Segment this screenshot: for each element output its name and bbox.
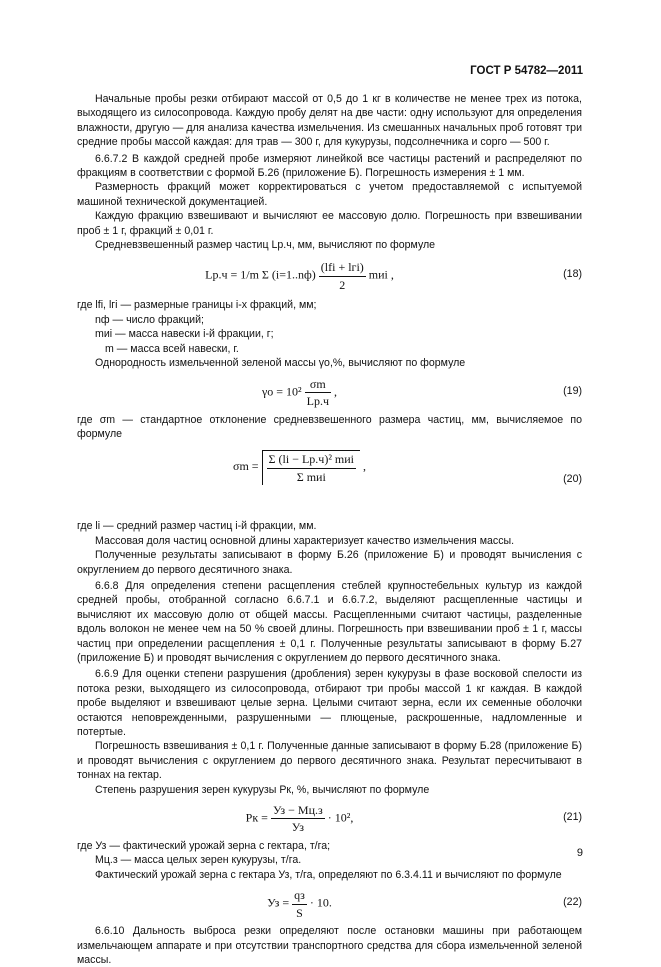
formula-sum: Σ (i=1..nф)	[261, 268, 316, 283]
fraction-denominator: Уз	[291, 820, 304, 835]
fraction-denominator: S	[296, 905, 303, 920]
fraction-denominator: 2	[339, 277, 346, 292]
document-body	[77, 92, 582, 967]
formula-lhs: Рк =	[245, 810, 271, 825]
formula-number: (21)	[563, 811, 582, 824]
formula-tail: ,	[363, 459, 367, 474]
paragraph: Массовая доля частиц основной длины характеризует качество измельчения массы.	[95, 534, 515, 547]
definition-item: Мц.з — масса целых зерен кукурузы, т/га.	[95, 854, 302, 867]
paragraph: Средневзвешенный размер частиц Lр.ч, мм, вычисляют по формуле	[95, 239, 436, 252]
definition-item: mиi — масса навески i-й фракции, г;	[95, 328, 274, 341]
paragraph: Погрешность взвешивания ± 0,1 г. Полученные данные записывают в форму Б.28 (приложение Б) и проводят вычисления с округлением до первого десятичного знака. Результат пересчитывают в тоннах на гектар.	[77, 740, 582, 782]
fraction-numerator: Уз − Мц.з	[271, 802, 325, 819]
formula-number: (20)	[563, 473, 582, 486]
paragraph: 6.6.10 Дальность выброса резки определяют после остановки машины при работающем измельчающем аппарате и при отсутствии транспортного средства для сбора измельченной зеленой массы.	[77, 925, 582, 967]
formula-fraction	[319, 259, 366, 293]
paragraph: Однородность измельченной зеленой массы γо,%, вычисляют по формуле	[95, 357, 466, 370]
paragraph: 6.6.9 Для оценки степени разрушения (дробления) зерен кукурузы в фазе восковой спелости из потока резки, выходящего из силосопровода, отбирают три пробы массой 1 кг каждая. В каждой пробе выделяют и взвешивают целые зерна. Целыми считают зерна, если их семенные оболочки остаются неповрежденными, разрушенными — плющеные, раскрошенные, надломленные и потертые.	[77, 668, 582, 738]
paragraph: Полученные результаты записывают в форму Б.26 (приложение Б) и проводят вычисления с округлением до первого десятичного знака.	[77, 549, 582, 576]
paragraph: Начальные пробы резки отбирают массой от 0,5 до 1 кг в количестве не менее трех из потока, выходящего из силосопровода. Каждую пробу делят на две части: одну используют для определения влажности, другую — для анализа качества измельчения. Из смешанных начальных проб готовят три средние пробы массой каждая: для трав — 300 г, для кукурузы, подсолнечника и сорго — 500 г.	[77, 93, 582, 149]
paragraph: Размерность фракций может корректироваться с учетом предоставляемой с испытуемой машиной технической документацией.	[77, 181, 582, 208]
definition-item: m — масса всей навески, г.	[105, 342, 239, 355]
fraction-denominator: Σ mиi	[296, 469, 326, 484]
formula-19	[77, 374, 582, 410]
paragraph: 6.6.7.2 В каждой средней пробе измеряют линейкой все частицы растений и распределяют по фракциям в соответствии с формой Б.26 (приложение Б). Погрешность измерения ± 1 мм.	[77, 152, 582, 180]
formula-number: (19)	[563, 384, 582, 397]
sqrt-symbol	[262, 450, 360, 485]
formula-20	[77, 444, 582, 516]
paragraph: где σm — стандартное отклонение средневзвешенного размера частиц, мм, вычисляемое по формуле	[77, 413, 582, 440]
paragraph: Степень разрушения зерен кукурузы Рк, %, вычисляют по формуле	[95, 783, 430, 796]
page-number: 9	[576, 847, 583, 859]
definition-item: где lfi, lгi — размерные границы i-х фракций, мм;	[77, 299, 317, 312]
fraction-denominator: Lр.ч	[306, 393, 330, 408]
formula-fraction	[292, 887, 307, 921]
formula-tail: · 10²,	[327, 810, 354, 825]
formula-fraction	[271, 802, 325, 836]
definitions-21	[77, 839, 582, 868]
formula-lhs: γо = 10²	[261, 384, 305, 399]
formula-lhs: Lр.ч =	[205, 268, 241, 283]
definitions-18	[77, 298, 582, 356]
paragraph: где li — средний размер частиц i-й фракции, мм.	[77, 520, 317, 533]
formula-number: (22)	[563, 896, 582, 909]
definition-item: nф — число фракций;	[95, 313, 204, 326]
formula-lhs: σm =	[232, 459, 262, 474]
formula-22	[77, 885, 582, 921]
fraction-numerator: Σ (li − Lр.ч)² mиi	[267, 451, 356, 468]
paragraph: Фактический урожай зерна с гектара Уз, т/га, определяют по 6.3.4.11 и вычисляют по формуле	[95, 868, 562, 881]
paragraph: 6.6.8 Для определения степени расщепления стеблей крупностебельных культур из каждой средней пробы, отобранной согласно 6.6.7.1 и 6.6.7.2, выделяют расщепленные частицы и вычисляют их массовую долю от общей массы. Расщепленными считают частицы, разделенные вдоль волокон не менее чем на 50 % своей длины. Погрешность при взвешивании проб ± 1 г, массы частиц при определении расщепления ± 0,1 г. Полученные результаты записывают в форму Б.27 (приложение Б) и проводят вычисления с округлением до первого десятичного знака.	[77, 579, 582, 664]
definition-item: где Уз — фактический урожай зерна с гектара, т/га;	[77, 840, 331, 853]
paragraph: Каждую фракцию взвешивают и вычисляют ее массовую долю. Погрешность при взвешивании проб ± 1 г, фракций ± 0,01 г.	[77, 210, 582, 237]
formula-fraction	[305, 376, 331, 410]
formula-21	[77, 800, 582, 836]
fraction-numerator: σm	[305, 376, 331, 393]
fraction-numerator: (lfi + lгi)	[319, 259, 366, 276]
formula-lhs: Уз =	[267, 895, 293, 910]
formula-coef: 1/m	[240, 268, 259, 283]
formula-18	[77, 255, 582, 295]
formula-fraction	[267, 451, 356, 485]
document-header: ГОСТ Р 54782—2011	[470, 65, 583, 77]
fraction-numerator: qз	[292, 887, 307, 904]
formula-number: (18)	[563, 268, 582, 281]
formula-tail: mиi ,	[368, 268, 394, 283]
formula-tail: · 10.	[309, 895, 332, 910]
formula-tail: ,	[334, 384, 338, 399]
